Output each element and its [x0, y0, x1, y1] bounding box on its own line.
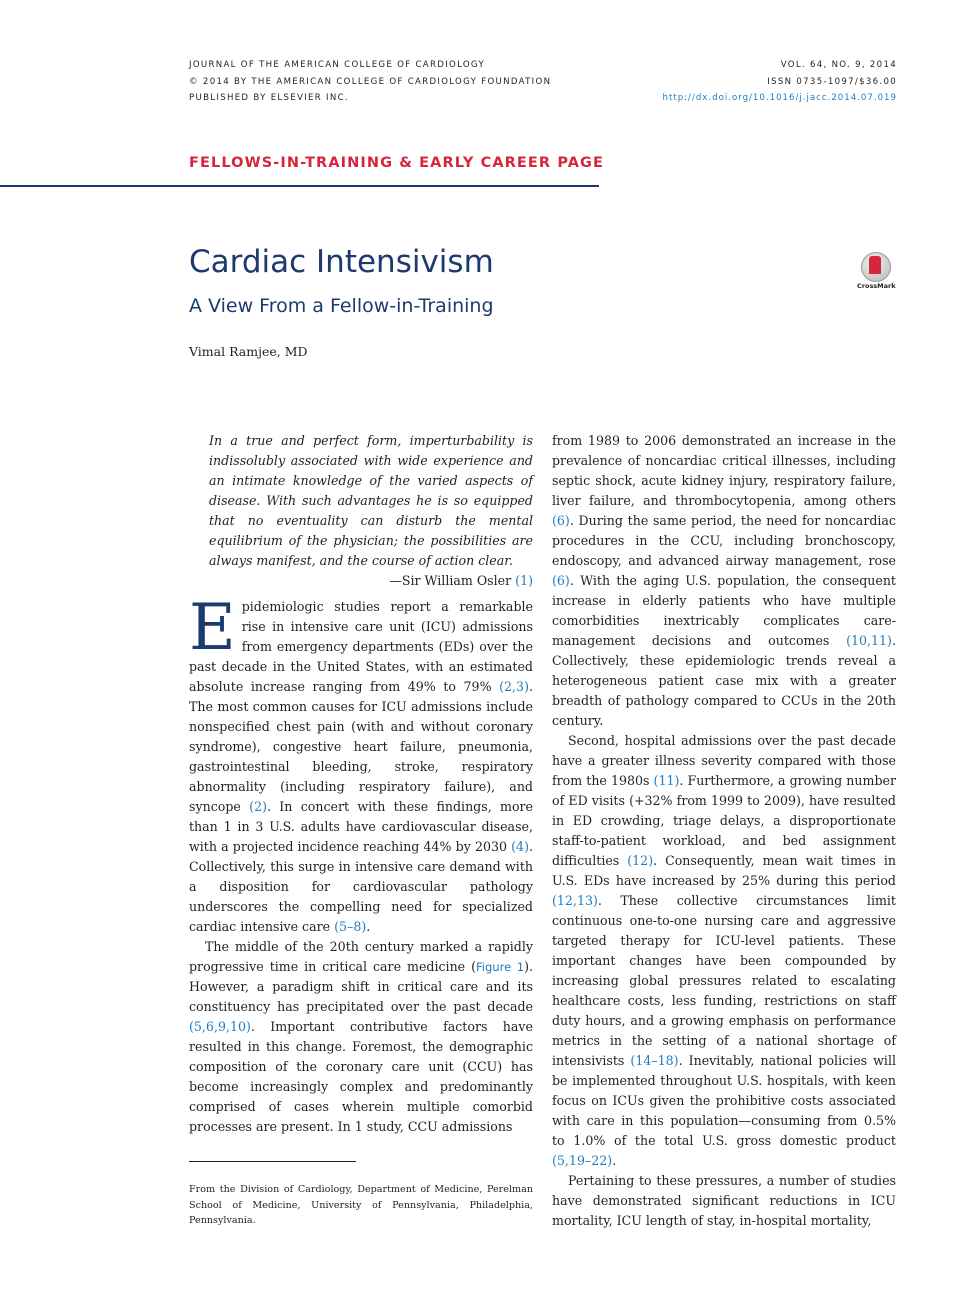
author-name: Vimal Ramjee, MD [189, 344, 308, 359]
reference-link[interactable]: (5–8) [334, 919, 367, 934]
reference-link[interactable]: (12) [627, 853, 654, 868]
doi-link[interactable]: http://dx.doi.org/10.1016/j.jacc.2014.07.019 [662, 93, 897, 103]
reference-link[interactable]: (5,6,9,10) [189, 1019, 251, 1034]
footnote-divider [189, 1161, 356, 1162]
body-text: . In concert with these findings, more than 1 in 3 U.S. adults have cardiovascular disease, with a projected incidence reaching 44% by 2030 [189, 799, 534, 854]
epigraph-text: In a true and perfect form, imperturbability is indissolubly associated with wide experience and an intimate knowledge of the varied aspects of disease. With such advantages he is so equipped that no eventuality can disturb the mental equilibrium of the physician; the possibilities are always manifest, and the course of action clear. [209, 433, 533, 568]
copyright-line: © 2014 BY THE AMERICAN COLLEGE OF CARDIOLOGY FOUNDATION [189, 76, 552, 87]
affiliation-footnote: From the Division of Cardiology, Department of Medicine, Perelman School of Medicine, University of Pennsylvania, Philadelphia, Pennsylvania. [189, 1184, 533, 1226]
reference-link[interactable]: (12,13) [552, 893, 598, 908]
right-column [552, 431, 896, 1231]
body-text: from 1989 to 2006 demonstrated an increase in the prevalence of noncardiac critical illnesses, including septic shock, acute kidney injury, respiratory failure, liver failure, and thrombocytopenia, among others [552, 433, 896, 508]
body-paragraph-3 [552, 731, 896, 1171]
body-text: . [612, 1153, 617, 1168]
epigraph-attribution [209, 571, 533, 591]
body-paragraph-1 [189, 591, 534, 937]
body-text: . Furthermore, a growing number of ED visits (+32% from 1999 to 2009), have resulted in ED crowding, triage delays, a disproportionate staff-to-patient workload, and bed assignment difficulties [552, 773, 896, 868]
reference-link[interactable]: (2,3) [499, 679, 529, 694]
body-text: The middle of the 20th century marked a rapidly progressive time in critical care medicine ( [189, 939, 533, 974]
crossmark-ribbon-icon [869, 256, 881, 274]
crossmark-badge[interactable] [857, 252, 895, 294]
body-text: . These collective circumstances limit continuous one-to-one nursing care and aggressive targeted therapy for ICU-level patients. These important changes have been compounded by increasing global pressures related to escalating healthcare costs, less funding, restrictions on staff duty hours, and a growing emphasis on performance metrics in the setting of a national shortage of intensivists [552, 893, 896, 1068]
reference-link[interactable]: (10,11) [846, 633, 892, 648]
body-text: . During the same period, the need for noncardiac procedures in the CCU, including bronchoscopy, endoscopy, and advanced airway management, rose [552, 513, 896, 568]
left-column [189, 431, 533, 1137]
section-divider [0, 185, 599, 187]
body-text: Pertaining to these pressures, a number of studies have demonstrated significant reductions in ICU mortality, ICU length of stay, in-hospital mortality, [552, 1173, 896, 1228]
crossmark-label: CrossMark [857, 282, 896, 290]
body-text: . [366, 919, 371, 934]
body-text: pidemiologic studies report a remarkable rise in intensive care unit (ICU) admissions from emergency departments (EDs) over the past decade in the United States, with an estimated absolute increase ranging from 49% to 79% [189, 599, 533, 694]
citation-header [663, 57, 897, 107]
section-label: FELLOWS-IN-TRAINING & EARLY CAREER PAGE [189, 155, 605, 171]
body-text: . Consequently, mean wait times in U.S. EDs have increased by 25% during this period [552, 853, 897, 888]
journal-name: JOURNAL OF THE AMERICAN COLLEGE OF CARDIOLOGY [189, 60, 485, 70]
figure-link[interactable]: Figure 1 [476, 960, 525, 974]
reference-link[interactable]: (1) [515, 573, 533, 588]
epigraph-author: —Sir William Osler [389, 573, 512, 588]
body-text: . With the aging U.S. population, the consequent increase in elderly patients who have multiple comorbidities inextricably complicates care-management decisions and outcomes [552, 573, 896, 648]
body-text: . Inevitably, national policies will be implemented throughout U.S. hospitals, with keen focus on ICUs given the prohibitive costs associated with care in this population—consuming from 0.5% to 1.0% of the total U.S. gross domestic product [552, 1053, 897, 1148]
reference-link[interactable]: (14–18) [630, 1053, 679, 1068]
reference-link[interactable]: (5,19–22) [552, 1153, 613, 1168]
body-text: . Important contributive factors have resulted in this change. Foremost, the demographic composition of the coronary care unit (CCU) has become increasingly complex and predominantly comprised of cases wherein multiple comorbid processes are present. In 1 study, CCU admissions [189, 1019, 533, 1134]
epigraph [209, 431, 533, 591]
body-text: ). However, a paradigm shift in critical care and its constituency has precipitated over the past decade [189, 959, 534, 1014]
reference-link[interactable]: (6) [552, 573, 570, 588]
body-text: . Collectively, these epidemiologic trends reveal a heterogeneous patient case mix with a greater breadth of pathology compared to CCUs in the 20th century. [552, 633, 896, 728]
body-paragraph-4 [552, 1171, 896, 1231]
publisher-line: PUBLISHED BY ELSEVIER INC. [189, 93, 349, 103]
drop-cap: E [189, 591, 236, 665]
journal-header [189, 57, 551, 107]
body-paragraph-2 [189, 937, 533, 1137]
volume-line: VOL. 64, NO. 9, 2014 [780, 60, 897, 70]
body-text: Second, hospital admissions over the past decade have a greater illness severity compared with those from the 1980s [552, 733, 896, 788]
article-subtitle: A View From a Fellow-in-Training [189, 295, 494, 317]
issn-line: ISSN 0735-1097/$36.00 [767, 76, 897, 87]
reference-link[interactable]: (2) [249, 799, 267, 814]
reference-link[interactable]: (4) [511, 839, 529, 854]
article-title: Cardiac Intensivism [189, 244, 494, 280]
body-text: . Collectively, this surge in intensive care demand with a disposition for cardiovascular pathology underscores the compelling need for specialized cardiac intensive care [189, 839, 533, 934]
reference-link[interactable]: (6) [552, 513, 570, 528]
body-text: . The most common causes for ICU admissions include nonspecified chest pain (with and without coronary syndrome), congestive heart failure, pneumonia, gastrointestinal bleeding, stroke, respiratory abnormality (including respiratory failure), and syncope [189, 679, 533, 814]
body-paragraph-2-continued [552, 431, 896, 731]
reference-link[interactable]: (11) [653, 773, 680, 788]
